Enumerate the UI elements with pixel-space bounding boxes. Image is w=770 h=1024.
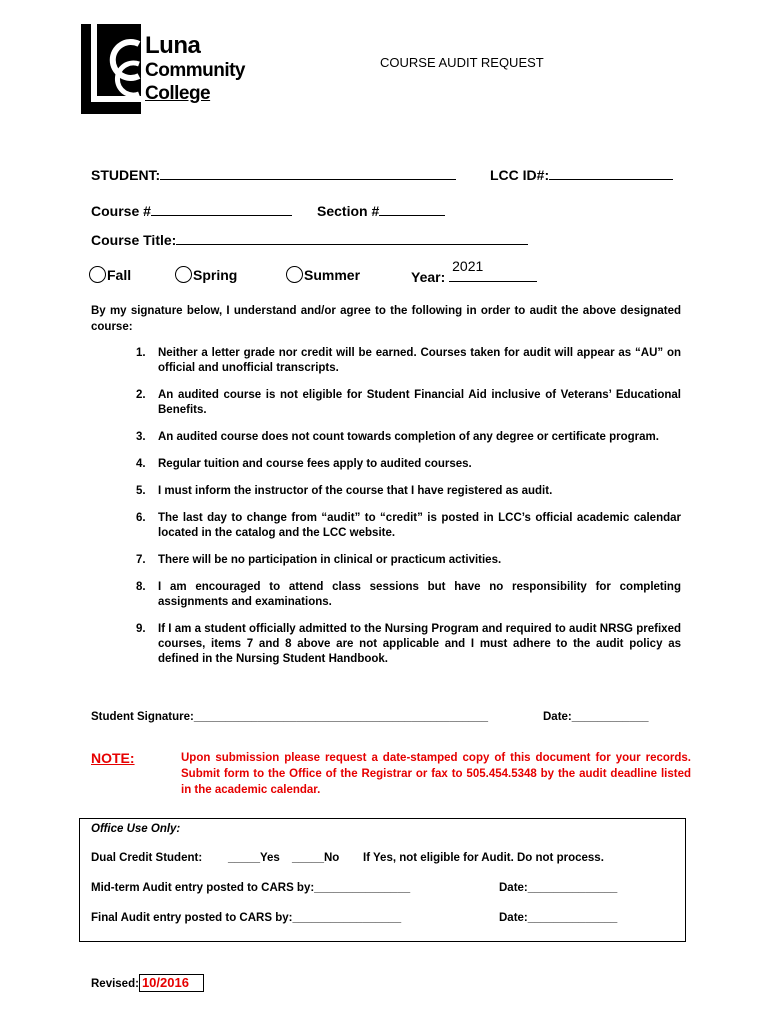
dual-credit-no[interactable]: _____No	[292, 852, 340, 864]
radio-circle-icon[interactable]	[175, 266, 192, 283]
list-item	[91, 457, 681, 472]
item-number: 1.	[136, 347, 146, 359]
terms-list	[91, 346, 681, 667]
page-title: COURSE AUDIT REQUEST	[380, 55, 544, 70]
item-text: The last day to change from “audit” to “credit” is posted in LCC’s official academic calendar located in the catalog and the LCC website.	[158, 512, 681, 539]
list-item	[91, 622, 681, 667]
list-item	[91, 430, 681, 445]
radio-circle-icon[interactable]	[286, 266, 303, 283]
section-field[interactable]	[317, 202, 445, 219]
midterm-date-field[interactable]: Date:______________	[499, 882, 618, 894]
note-label: NOTE:	[91, 750, 135, 766]
year-value: 2021	[452, 258, 484, 274]
term-summer-label: Summer	[304, 266, 361, 283]
logo-line-1: Luna	[145, 32, 201, 59]
year-input[interactable]	[449, 258, 537, 282]
item-text: An audited course is not eligible for Student Financial Aid inclusive of Veterans’ Educational Benefits.	[158, 389, 681, 416]
office-use-box	[79, 818, 686, 942]
college-logo	[81, 24, 261, 116]
revised-value: 10/2016	[139, 974, 204, 992]
item-number: 9.	[136, 623, 146, 635]
student-signature-field[interactable]: Student Signature:______________________________________________	[91, 711, 489, 723]
revised-field	[91, 974, 204, 992]
dual-credit-yes[interactable]: _____Yes	[228, 852, 280, 864]
item-number: 4.	[136, 458, 146, 470]
list-item	[91, 388, 681, 418]
student-field[interactable]	[91, 166, 456, 183]
term-summer-radio[interactable]	[286, 266, 360, 283]
dual-credit-note: If Yes, not eligible for Audit. Do not process.	[363, 852, 604, 864]
intro-text: By my signature below, I understand and/or agree to the following in order to audit the above designated course:	[91, 305, 681, 333]
item-text: An audited course does not count towards completion of any degree or certificate program.	[158, 431, 659, 443]
list-item	[91, 580, 681, 610]
section-input-line[interactable]	[379, 202, 445, 216]
student-label: STUDENT:	[91, 167, 161, 183]
year-field[interactable]	[411, 258, 537, 285]
item-number: 7.	[136, 554, 146, 566]
course-field[interactable]	[91, 202, 292, 219]
final-audit-field[interactable]: Final Audit entry posted to CARS by:_________________	[91, 912, 402, 924]
course-title-field[interactable]	[91, 231, 528, 248]
lcc-id-label: LCC ID#:	[490, 167, 550, 183]
radio-circle-icon[interactable]	[89, 266, 106, 283]
term-fall-label: Fall	[107, 266, 132, 283]
year-label: Year:	[411, 269, 446, 285]
course-input-line[interactable]	[151, 202, 292, 216]
term-spring-label: Spring	[193, 266, 238, 283]
student-input-line[interactable]	[160, 166, 456, 180]
course-label: Course #	[91, 203, 151, 219]
item-text: If I am a student officially admitted to the Nursing Program and required to audit NRSG prefixed courses, items 7 and 8 above are not applicable and I must adhere to the audit policy as defined in the Nursing Student Handbook.	[158, 623, 681, 665]
section-label: Section #	[317, 203, 380, 219]
list-item	[91, 511, 681, 541]
item-text: I am encouraged to attend class sessions but have no responsibility for completing assignments and examinations.	[158, 581, 681, 608]
note-text: Upon submission please request a date-stamped copy of this document for your records. Submit form to the Office of the Registrar or fax to 505.454.5348 by the audit deadline listed in the academic calendar.	[181, 752, 691, 796]
term-fall-radio[interactable]	[89, 266, 131, 283]
item-number: 8.	[136, 581, 146, 593]
list-item	[91, 484, 681, 499]
item-number: 3.	[136, 431, 146, 443]
lcc-id-field[interactable]	[490, 166, 673, 183]
logo-line-3: College	[145, 83, 211, 104]
list-item	[91, 346, 681, 376]
item-number: 6.	[136, 512, 146, 524]
item-number: 2.	[136, 389, 146, 401]
office-heading: Office Use Only:	[91, 823, 181, 835]
item-text: Neither a letter grade nor credit will be earned. Courses taken for audit will appear as “AU” on official and unofficial transcripts.	[158, 347, 681, 374]
item-text: Regular tuition and course fees apply to audited courses.	[158, 458, 472, 470]
dual-credit-label: Dual Credit Student:	[91, 852, 203, 864]
lcc-id-input-line[interactable]	[549, 166, 673, 180]
course-title-input-line[interactable]	[176, 231, 528, 245]
midterm-audit-field[interactable]: Mid-term Audit entry posted to CARS by:_______________	[91, 882, 411, 894]
final-date-field[interactable]: Date:______________	[499, 912, 618, 924]
term-spring-radio[interactable]	[175, 266, 237, 283]
lcc-logo-mark-icon	[81, 24, 141, 114]
item-number: 5.	[136, 485, 146, 497]
item-text: I must inform the instructor of the course that I have registered as audit.	[158, 485, 553, 497]
course-title-label: Course Title:	[91, 232, 177, 248]
signature-date-field[interactable]: Date:____________	[543, 711, 649, 723]
logo-line-2: Community	[145, 60, 245, 81]
revised-label: Revised:	[91, 978, 139, 990]
list-item	[91, 553, 681, 568]
item-text: There will be no participation in clinical or practicum activities.	[158, 554, 502, 566]
